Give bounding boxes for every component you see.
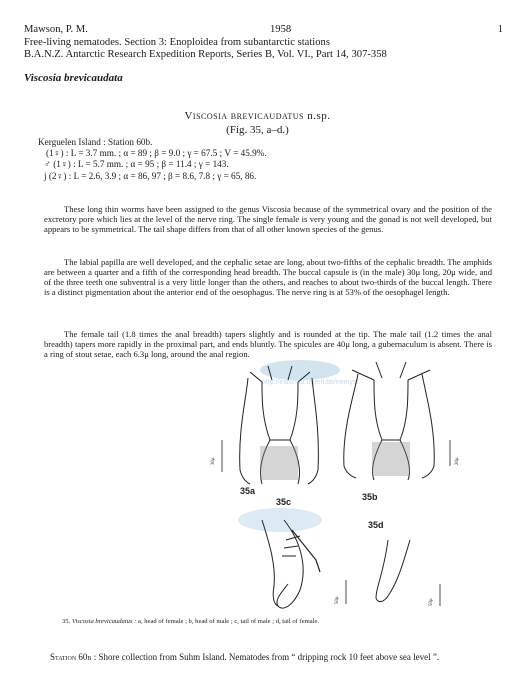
caption-genus: Viscosia brevicaudatus : [71, 618, 137, 625]
title-suffix: n.sp. [307, 110, 331, 122]
scale-35c: 50μ [335, 596, 340, 604]
paragraph-2: The labial papilla are well developed, and the cephalic setae are long, about two-fifths of the cephalic breadth. The amphids are between a quarter and a fifth of the corresponding head breadth. The buccal capsule is (in the male) 30μ long, 20μ wide, and of the three teeth one subventral is a very little longer than the others, and reaches to about two-thirds of the buccal length. There is a distinct pigmentation about the anterior end of the oesophagus. The nerve ring is at 53% of the oesophagel length. [44, 257, 492, 297]
year: 1958 [270, 24, 292, 35]
scale-35d: 50μ [429, 598, 434, 606]
page-number: 1 [497, 24, 503, 35]
measurement-row: (1♀) : L = 3.7 mm. ; α = 89 ; β = 9.0 ; γ = 67.5 ; V = 45.9%. [46, 148, 267, 159]
station-label: Station 60b : [50, 652, 97, 662]
scale-35a: 30μ [211, 457, 216, 465]
measurement-row: ♂ (1♀) : L = 5.7 mm. ; α = 95 ; β = 11.4 ; γ = 143. [44, 159, 229, 170]
locality: Kerguelen Island : Station 60b. [38, 137, 153, 147]
citation-line-3: B.A.N.Z. Antarctic Research Expedition Reports, Series B, Vol. VI., Part 14, 307-358 [24, 49, 387, 60]
measurement-row: j (2♀) : L = 2.6, 3.9 ; α = 86, 97 ; β = 8.6, 7.8 ; γ = 65, 86. [44, 170, 257, 181]
label-35b: 35b [362, 492, 378, 502]
label-35a: 35a [240, 486, 256, 496]
citation-line-2: Free-living nematodes. Section 3: Enoploidea from subantarctic stations [24, 36, 330, 48]
station-text: Shore collection from Suhm Island. Nematodes from “ dripping rock 10 feet above sea level ”. [98, 652, 440, 662]
watermark [238, 360, 359, 532]
label-35d: 35d [368, 520, 384, 530]
title-genus: Viscosia [184, 110, 228, 122]
label-35c: 35c [276, 497, 292, 507]
title-species: brevicaudatus [230, 110, 304, 122]
figure-35c-tail-male [262, 520, 320, 608]
figure-reference: (Fig. 35, a–d.) [226, 124, 289, 136]
article-title [0, 110, 515, 122]
caption-number: 35. [62, 618, 71, 625]
author: Mawson, P. M. [24, 24, 88, 35]
measurements-block [38, 137, 267, 182]
paragraph-3: The female tail (1.8 times the anal breadth) tapers slightly and is rounded at the tip. The male tail (1.2 times the anal breadth) tapers more rapidly in the proximal part, and ends bluntly. The spicules are 40μ long, a gubernaculum is absent. There is a ring of stout setae, each 6.3μ long, around the anal region. [44, 329, 492, 359]
figure-35b-head-male [344, 362, 434, 480]
caption-text: a, head of female ; b, head of male ; c, tail of male ; d, tail of female. [138, 618, 320, 625]
species-heading: Viscosia brevicaudata [24, 72, 123, 84]
citation-header [24, 24, 503, 62]
figure-35a-head-female [240, 366, 319, 484]
paragraph-1: These long thin worms have been assigned to the genus Viscosia because of the symmetrical ovary and the position of the excretory pore which lies at the level of the nerve ring. The single female is very young and the gonad is not well developed, but appears to be symmetrical. The tail shape differs from that of all other known species of the genus. [44, 204, 492, 234]
figure-35d-tail-female [376, 540, 410, 602]
scale-35b: 20μ [455, 457, 460, 465]
svg-text:http://intramar.ugent.be/nemys: http://intramar.ugent.be/nemys/ [262, 379, 359, 386]
figure-caption [62, 618, 319, 625]
station-note [50, 652, 470, 663]
